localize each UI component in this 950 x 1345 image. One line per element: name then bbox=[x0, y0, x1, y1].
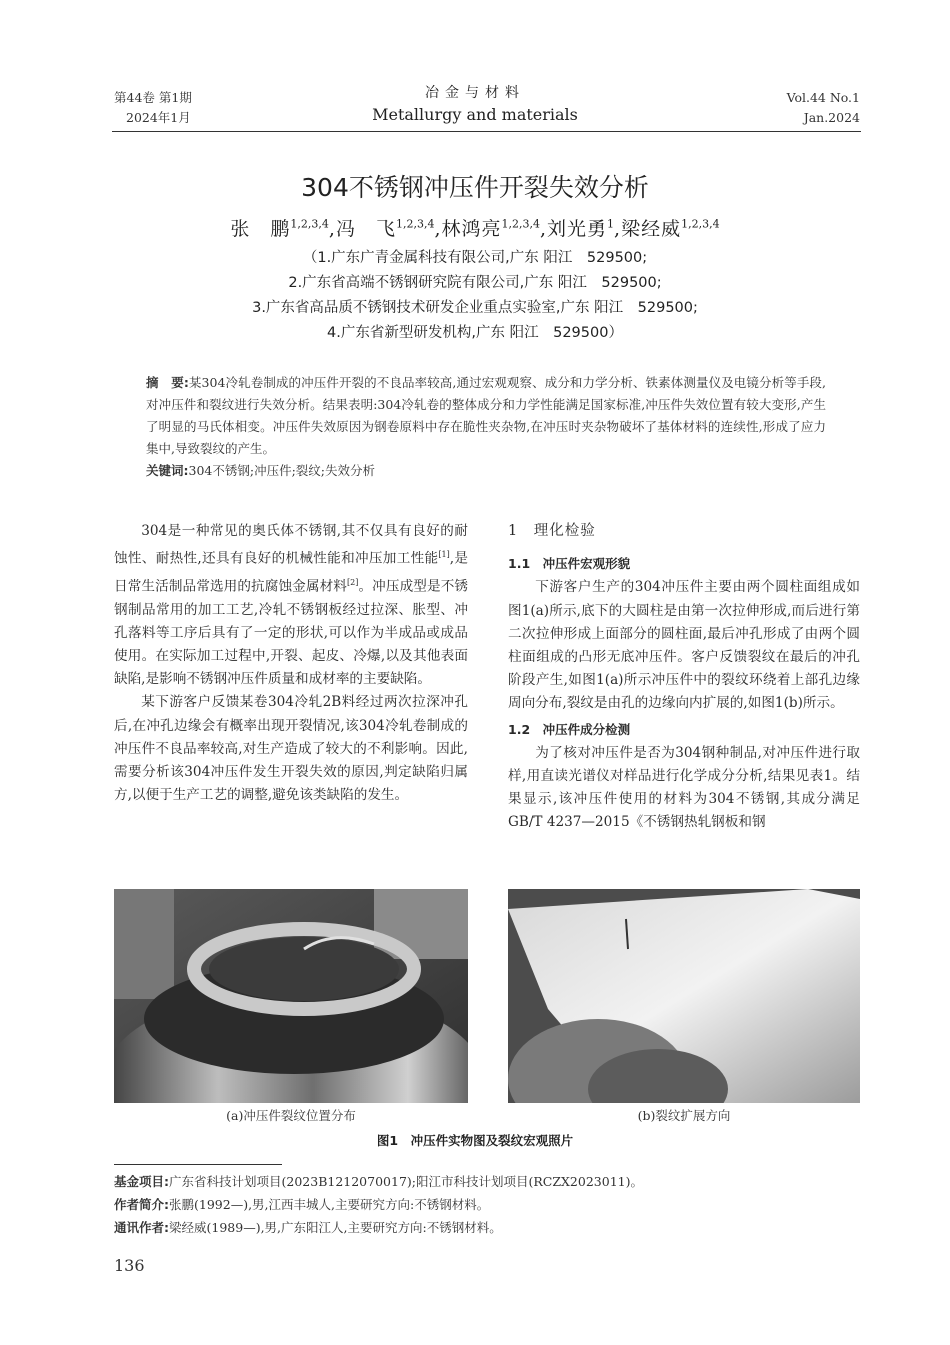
subsection-heading: 1.1 冲压件宏观形貌 bbox=[508, 556, 631, 572]
affiliations bbox=[0, 246, 950, 346]
intro-paragraph-2: 某下游客户反馈某卷304冷轧2B料经过两次拉深冲孔后,在冲孔边缘会有概率出现开裂情况,该304冷轧卷制成的冲压件不良品率较高,对生产造成了较大的不利影响。因此,需要分析该304冲压件发生开裂失效的原因,判定缺陷归属方,以便于生产工艺的调整,避免该类缺陷的发生。 bbox=[114, 694, 468, 804]
author-name: 刘光勇 bbox=[547, 218, 608, 240]
footnote-funding bbox=[114, 1172, 874, 1192]
intro-text: 304是一种常见的奥氏体不锈钢,其不仅具有良好的耐蚀性、耐热性,还具有良好的机械性能和冲压加工性能 bbox=[114, 523, 468, 567]
keywords-text: 304不锈钢;冲压件;裂纹;失效分析 bbox=[188, 463, 375, 478]
subfigure-caption-a: (a)冲压件裂纹位置分布 bbox=[226, 1108, 356, 1123]
affiliation-line: 4.广东省新型研发机构,广东 阳江 529500） bbox=[327, 325, 623, 341]
footnote-rule bbox=[114, 1164, 282, 1165]
header-volume: 第44卷 第1期 bbox=[114, 90, 192, 105]
intro-text: 。冲压成型是不锈钢制品常用的加工工艺,冷轧不锈钢板经过拉深、胀型、冲孔落料等工序后具有了一定的形状,可以作为半成品或成品使用。在实际加工过程中,开裂、起皮、冷爆,以及其他表面缺陷,是影响不锈钢冲压件质量和成材率的主要缺陷。 bbox=[114, 578, 469, 688]
crack-closeup-photo bbox=[508, 889, 860, 1103]
abstract bbox=[146, 372, 826, 482]
journal-name-en: Metallurgy and materials bbox=[372, 105, 578, 124]
stamped-part-photo bbox=[114, 889, 468, 1103]
footnote-text: 张鹏(1992—),男,江西丰城人,主要研究方向:不锈钢材料。 bbox=[169, 1197, 490, 1212]
author-name: 林鸿亮 bbox=[441, 218, 502, 240]
footnote-author bbox=[114, 1195, 874, 1215]
left-column bbox=[114, 520, 468, 808]
abstract-label: 摘 要: bbox=[146, 375, 189, 390]
intro-paragraph-1 bbox=[114, 520, 468, 691]
page-number: 136 bbox=[114, 1256, 145, 1275]
reference-2[interactable]: [2] bbox=[347, 577, 359, 587]
author-affil: 1,2,3,4 bbox=[395, 217, 435, 231]
body-paragraph: 下游客户生产的304冲压件主要由两个圆柱面组成如图1(a)所示,底下的大圆柱是由第一次拉伸形成,而后进行第二次拉伸形成上面部分的圆柱面,最后冲孔形成了由两个圆柱面组成的凸形无底冲压件。客户反馈裂纹在最后的冲孔阶段产生,如图1(a)所示冲压件中的裂纹环绕着上部孔边缘周向分布,裂纹是由孔的边缘向内扩展的,如图1(b)所示。 bbox=[508, 579, 860, 712]
footnote-label: 基金项目: bbox=[114, 1174, 169, 1189]
affiliation-line: （1.广东广青金属科技有限公司,广东 阳江 529500; bbox=[302, 250, 648, 266]
figure-photo-a bbox=[114, 889, 468, 1103]
footnote-text: 广东省科技计划项目(2023B1212070017);阳江市科技计划项目(RCZX2023011)。 bbox=[169, 1174, 643, 1189]
body-paragraph: 为了核对冲压件是否为304钢种制品,对冲压件进行取样,用直读光谱仪对样品进行化学成分分析,结果见表1。结果显示,该冲压件使用的材料为304不锈钢,其成分满足GB/T 4237—2015《不锈钢热轧钢板和钢 bbox=[508, 744, 860, 831]
affiliation-line: 2.广东省高端不锈钢研究院有限公司,广东 阳江 529500; bbox=[288, 275, 662, 291]
author-affil: 1 bbox=[607, 217, 615, 231]
footnote-corresponding bbox=[114, 1218, 874, 1238]
intro-text: ,是日常生活制品常选用的抗腐蚀金属材料 bbox=[114, 550, 468, 595]
right-column bbox=[508, 520, 860, 835]
header-vol-en: Vol.44 No.1 bbox=[786, 90, 860, 105]
header-right bbox=[787, 88, 860, 128]
author-name: 冯 飞 bbox=[335, 218, 396, 240]
affiliation-line: 3.广东省高品质不锈钢技术研发企业重点实验室,广东 阳江 529500; bbox=[252, 300, 698, 316]
figure-caption: 图1 冲压件实物图及裂纹宏观照片 bbox=[376, 1133, 574, 1148]
keywords-label: 关键词: bbox=[146, 463, 189, 478]
author-affil: 1,2,3,4 bbox=[290, 217, 329, 231]
header-date-en: Jan.2024 bbox=[803, 110, 860, 125]
footnote-text: 梁经威(1989—),男,广东阳江人,主要研究方向:不锈钢材料。 bbox=[169, 1220, 502, 1235]
reference-1[interactable]: [1] bbox=[438, 550, 450, 560]
figure-photo-b bbox=[508, 889, 860, 1103]
author-list: 张 鹏$^{1,2,3,4}$,冯 飞$^{1,2,3,4}$,林鸿亮$^{1,2,3,4}$,刘光勇$^1$,梁经威$^{1,2,3,4}$ bbox=[230, 217, 720, 240]
header-date: 2024年1月 bbox=[126, 110, 191, 125]
author-affil: 1,2,3,4 bbox=[681, 217, 720, 231]
header-rule bbox=[112, 131, 861, 132]
footnote-label: 作者简介: bbox=[114, 1197, 169, 1212]
paper-title: 304不锈钢冲压件开裂失效分析 bbox=[301, 173, 649, 202]
author-name: 张 鹏 bbox=[230, 218, 291, 240]
journal-name-cn: 冶金与材料 bbox=[425, 85, 525, 101]
abstract-text: 某304冷轧卷制成的冲压件开裂的不良品率较高,通过宏观观察、成分和力学分析、铁素体测量仪及电镜分析等手段,对冲压件和裂纹进行失效分析。结果表明:304冷轧卷的整体成分和力学性能满足国家标准,冲压件失效位置有较大变形,产生了明显的马氏体相变。冲压件失效原因为钢卷原料中存在脆性夹杂物,在冲压时夹杂物破坏了基体材料的连续性,形成了应力集中,导致裂纹的产生。 bbox=[146, 375, 827, 456]
subsection-heading: 1.2 冲压件成分检测 bbox=[508, 721, 631, 737]
footnote-label: 通讯作者: bbox=[114, 1220, 169, 1235]
author-name: 梁经威 bbox=[621, 218, 682, 240]
subfigure-caption-b: (b)裂纹扩展方向 bbox=[637, 1108, 731, 1123]
section-heading: 1 理化检验 bbox=[508, 523, 596, 539]
author-affil: 1,2,3,4 bbox=[501, 217, 540, 231]
